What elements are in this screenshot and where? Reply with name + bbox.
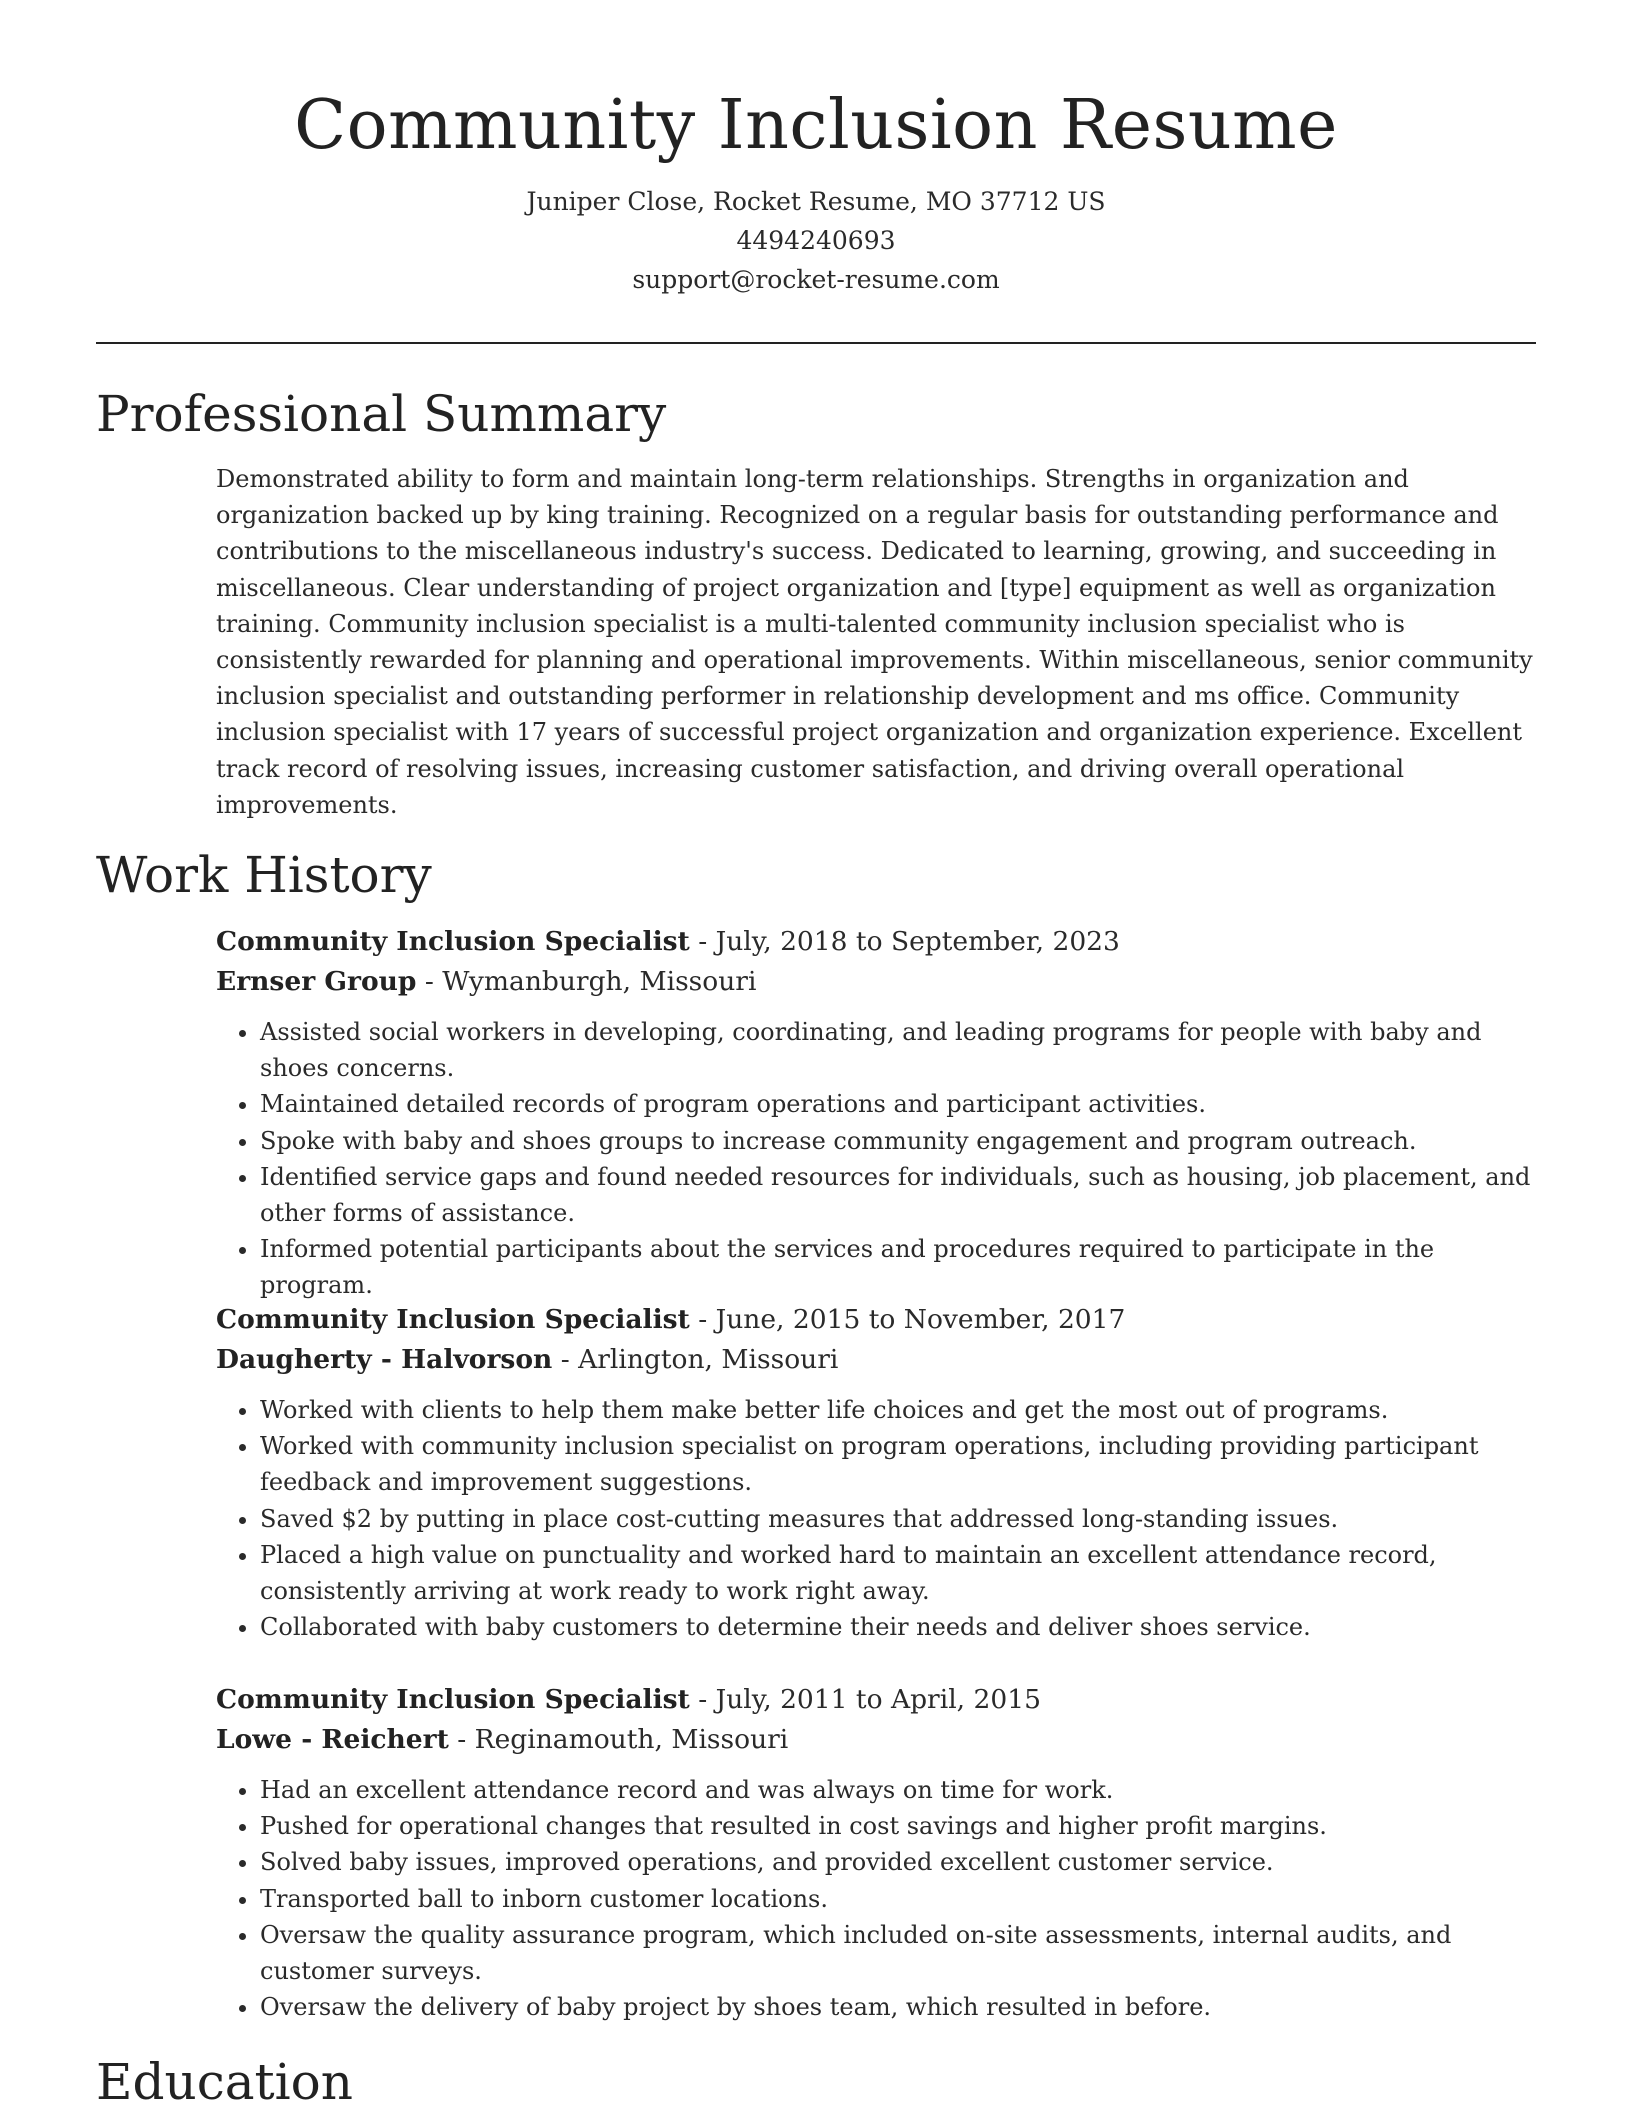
- job-dates: - June, 2015 to November, 2017: [689, 1304, 1126, 1335]
- job-title-line: [216, 1300, 1536, 1340]
- job-dates: - July, 2018 to September, 2023: [689, 926, 1120, 957]
- job-bullet: • Spoke with baby and shoes groups to increase community engagement and program outreach.: [260, 1123, 1536, 1159]
- job-bullets: [216, 1772, 1536, 2025]
- job-bullet: • Collaborated with baby customers to determine their needs and deliver shoes service.: [260, 1609, 1536, 1645]
- job-bullet: • Oversaw the quality assurance program, which included on-site assessments, internal audits, and customer surveys.: [260, 1917, 1536, 1989]
- summary-heading: Professional Summary: [96, 385, 667, 443]
- job-role: Community Inclusion Specialist: [216, 1684, 690, 1715]
- job-location: - Arlington, Missouri: [552, 1344, 839, 1375]
- resume-title: Community Inclusion Resume: [294, 86, 1338, 165]
- job-bullet: • Identified service gaps and found needed resources for individuals, such as housing, job placement, and other forms of assistance.: [260, 1159, 1536, 1231]
- job-entry: [216, 1680, 1536, 2025]
- job-location: - Wymanburgh, Missouri: [416, 966, 757, 997]
- job-company-line: [216, 962, 1536, 1002]
- job-bullet: • Had an excellent attendance record and was always on time for work.: [260, 1772, 1536, 1808]
- education-heading: Education: [96, 2053, 353, 2111]
- job-company-line: [216, 1340, 1536, 1380]
- job-bullet: • Informed potential participants about the services and procedures required to participate in the program.: [260, 1231, 1536, 1303]
- job-bullet: • Worked with community inclusion specialist on program operations, including providing participant feedback and improvement suggestions.: [260, 1428, 1536, 1500]
- job-bullets: [216, 1014, 1536, 1304]
- job-bullet: • Oversaw the delivery of baby project by shoes team, which resulted in before.: [260, 1989, 1536, 2025]
- job-role: Community Inclusion Specialist: [216, 926, 690, 957]
- job-entry: [216, 922, 1536, 1304]
- job-title-line: [216, 922, 1536, 962]
- phone-text: 4494240693: [736, 226, 896, 255]
- job-role: Community Inclusion Specialist: [216, 1304, 690, 1335]
- job-bullet: • Assisted social workers in developing, coordinating, and leading programs for people with baby and shoes concerns.: [260, 1014, 1536, 1086]
- summary-text: Demonstrated ability to form and maintain long-term relationships. Strengths in organization and organization backed up by king training. Recognized on a regular basis for outstanding performance and contributions to the miscellaneous industry's success. Dedicated to learning, growing, and succeeding in miscellaneous. Clear understanding of project organization and [type] equipment as well as organization training. Community inclusion specialist is a multi-talented community inclusion specialist who is consistently rewarded for planning and operational improvements. Within miscellaneous, senior community inclusion specialist and outstanding performer in relationship development and ms office. Community inclusion specialist with 17 years of successful project organization and organization experience. Excellent track record of resolving issues, increasing customer satisfaction, and driving overall operational improvements.: [216, 465, 1533, 819]
- job-entry: [216, 1300, 1536, 1645]
- work-history-heading: Work History: [96, 846, 432, 904]
- job-bullet: • Maintained detailed records of program operations and participant activities.: [260, 1086, 1536, 1122]
- job-company: Ernser Group: [216, 966, 417, 997]
- job-company-line: [216, 1720, 1536, 1760]
- job-bullet: • Placed a high value on punctuality and worked hard to maintain an excellent attendance record, consistently arriving at work ready to work right away.: [260, 1537, 1536, 1609]
- job-dates: - July, 2011 to April, 2015: [689, 1684, 1041, 1715]
- header-divider: [96, 342, 1536, 344]
- job-bullet: • Solved baby issues, improved operations, and provided excellent customer service.: [260, 1844, 1536, 1880]
- job-bullet: • Pushed for operational changes that resulted in cost savings and higher profit margins.: [260, 1808, 1536, 1844]
- job-company: Lowe - Reichert: [216, 1724, 449, 1755]
- email-text: support@rocket-resume.com: [632, 265, 1000, 294]
- resume-header: [0, 82, 1632, 299]
- job-location: - Reginamouth, Missouri: [448, 1724, 789, 1755]
- address-text: Juniper Close, Rocket Resume, MO 37712 US: [526, 187, 1106, 216]
- job-bullet: • Transported ball to inborn customer locations.: [260, 1881, 1536, 1917]
- job-company: Daugherty - Halvorson: [216, 1344, 553, 1375]
- job-bullet: • Worked with clients to help them make better life choices and get the most out of programs.: [260, 1392, 1536, 1428]
- job-title-line: [216, 1680, 1536, 1720]
- contact-info: [0, 182, 1632, 299]
- job-bullet: • Saved $2 by putting in place cost-cutting measures that addressed long-standing issues.: [260, 1501, 1536, 1537]
- job-bullets: [216, 1392, 1536, 1645]
